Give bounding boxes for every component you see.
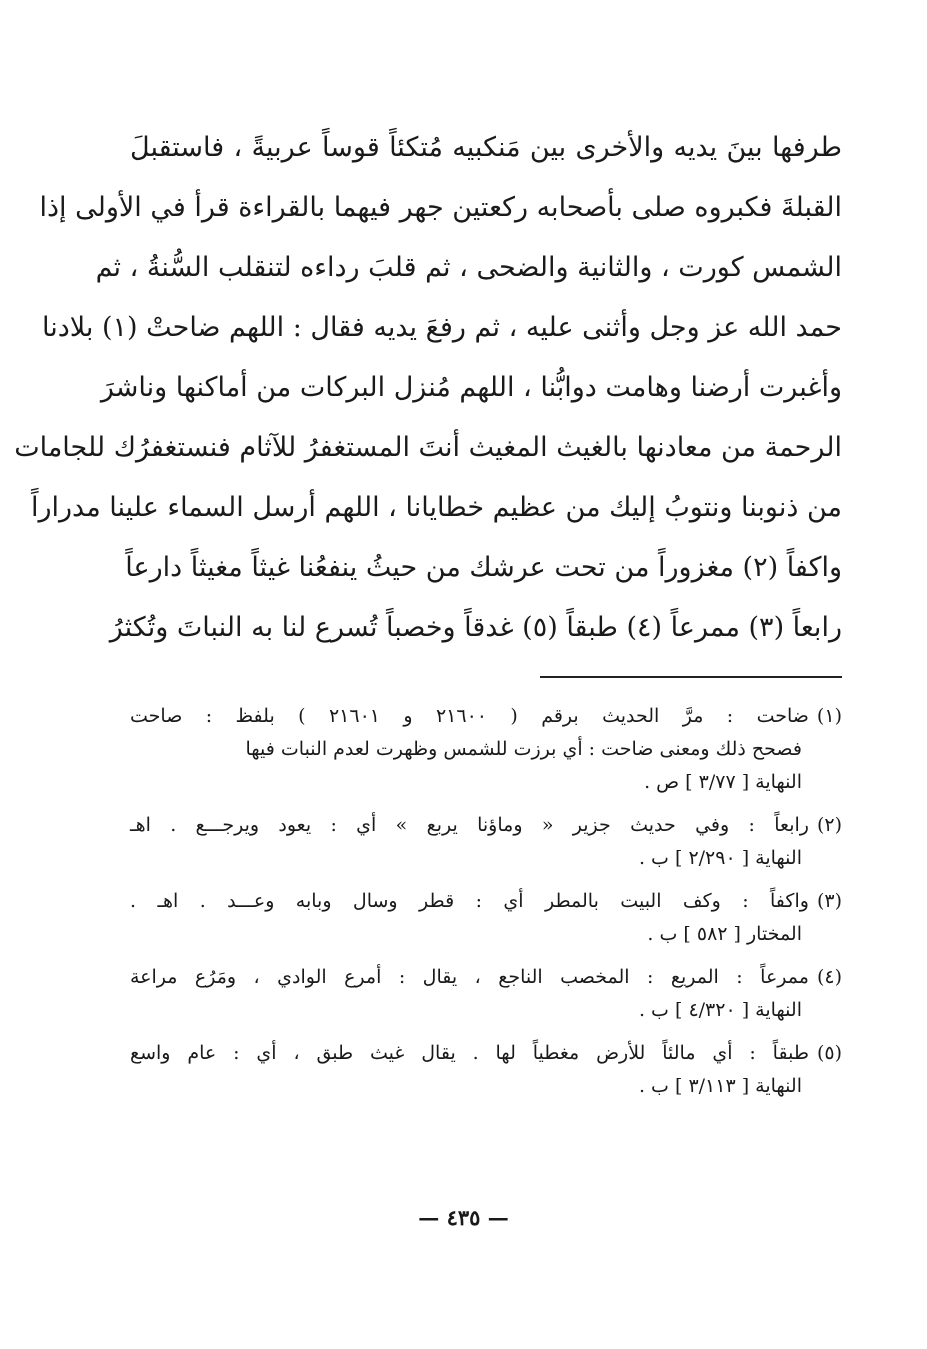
footnote-text: رابعاً : وفي حديث جزير « وماؤنا يربع » أي : يعود ويرجـــع . اهـ <box>130 814 809 836</box>
footnote-4 <box>130 961 842 1027</box>
footnote-continuation: النهاية [ ٤/٣٢٠ ] ب . <box>638 999 802 1021</box>
footnote-separator <box>540 676 842 678</box>
footnote-text: طبقاً : أي مالئاً للأرض مغطياً لها . يقال غيث طبق ، أي : عام واسع <box>130 1042 809 1064</box>
footnote-continuation: النهاية [ ٢/٢٩٠ ] ب . <box>638 847 802 869</box>
page-number: — ٤٣٥ — <box>418 1205 509 1230</box>
footnote-3 <box>130 885 842 951</box>
footnote-2 <box>130 809 842 875</box>
footnote-number: (١) <box>816 705 842 727</box>
footnote-first-line <box>130 961 842 994</box>
footnote-continuation: النهاية [ ٣/١١٣ ] ب . <box>638 1075 802 1097</box>
footnote-first-line <box>130 885 842 918</box>
main-text-line: الشمس كورت ، والثانية والضحى ، ثم قلبَ رداءه لتنقلب السُّنةُ ، ثم <box>95 252 842 283</box>
main-text-line: حمد الله عز وجل وأثنى عليه ، ثم رفعَ يديه فقال : اللهم ضاحتْ (١) بلادنا <box>41 312 842 343</box>
footnote-number: (٤) <box>816 966 842 988</box>
footnote-continuation: فصحح ذلك ومعنى ضاحت : أي برزت للشمس وظهرت لعدم النبات فيها <box>245 738 802 760</box>
main-text-line: من ذنوبنا ونتوبُ إليك من عظيم خطايانا ، اللهم أرسل السماء علينا مدراراً <box>30 492 842 523</box>
footnote-first-line <box>130 809 842 842</box>
main-text-line: طرفها بينَ يديه والأخرى بين مَنكبيه مُتكئاً قوساً عربيةً ، فاستقبلَ <box>130 132 842 163</box>
footnote-continuation: النهاية [ ٣/٧٧ ] ص . <box>644 771 802 793</box>
main-text-line: وأغبرت أرضنا وهامت دوابُّنا ، اللهم مُنزل البركات من أماكنها وناشرَ <box>100 372 842 403</box>
main-text-line: الرحمة من معادنها بالغيث المغيث أنتَ المستغفرُ للآثام فنستغفرُك للجامات <box>14 432 842 463</box>
main-text-line: رابعاً (٣) ممرعاً (٤) طبقاً (٥) غدقاً وخصباً تُسرع لنا به النباتَ وتُكثرُ <box>109 612 842 643</box>
main-text-line: واكفاً (٢) مغزوراً من تحت عرشك من حيثُ ينفعُنا غيثاً مغيثاً دارعاً <box>125 552 842 583</box>
footnotes-block <box>130 700 842 1113</box>
footnote-5 <box>130 1037 842 1103</box>
footnote-text: ممرعاً : المريع : المخصب الناجع ، يقال : أمرع الوادي ، ومَرُع مراعة <box>130 966 809 988</box>
footnote-number: (٣) <box>816 890 842 912</box>
footnote-continuation: المختار [ ٥٨٢ ] ب . <box>647 923 802 945</box>
footnote-text: واكفاً : وكف البيت بالمطر أي : قطر وسال وبابه وعـــد . اهـ . <box>130 890 809 912</box>
main-text-line: القبلةَ فكبروه صلى بأصحابه ركعتين جهر فيهما بالقراءة قرأ في الأولى إذا <box>39 192 842 223</box>
footnote-number: (٥) <box>816 1042 842 1064</box>
footnote-first-line <box>130 1037 842 1070</box>
footnote-number: (٢) <box>816 814 842 836</box>
footnote-first-line <box>130 700 842 733</box>
main-text-block <box>14 118 842 658</box>
footnote-text: ضاحت : مرَّ الحديث برقم ( ٢١٦٠٠ و ٢١٦٠١ ) بلفظ : صاحت <box>130 705 809 727</box>
footnote-1 <box>130 700 842 799</box>
